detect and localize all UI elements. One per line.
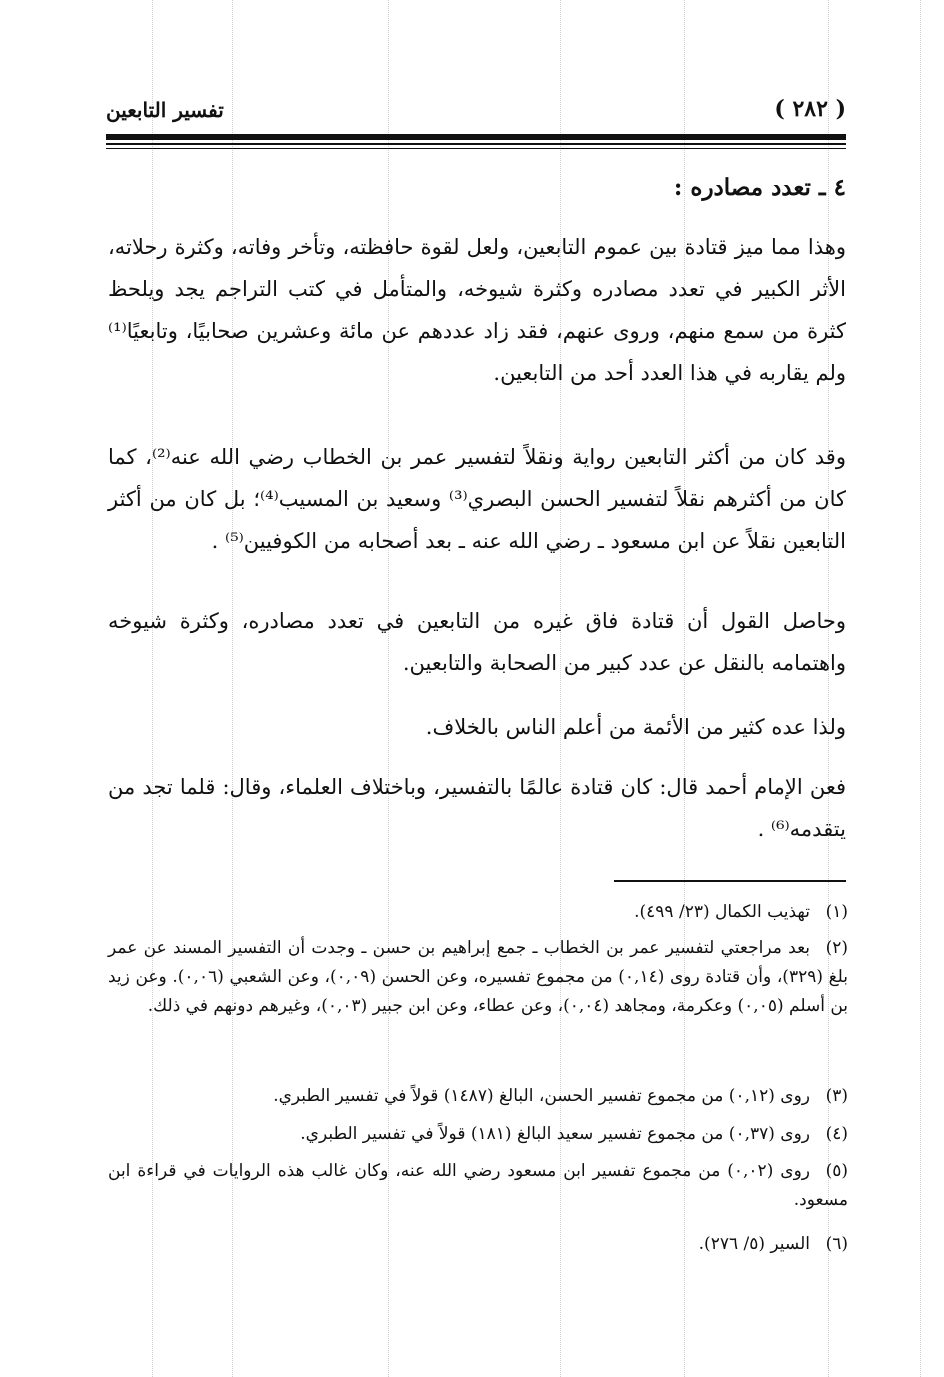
footnote-4 xyxy=(108,1120,848,1149)
footnote-1 xyxy=(108,898,848,927)
section-heading: ٤ ـ تعدد مصادره : xyxy=(673,174,846,201)
footnote-text: تهذيب الكمال (٢٣/ ٤٩٩). xyxy=(634,902,810,922)
footnote-6 xyxy=(108,1230,848,1259)
paragraph-2: وقد كان من أكثر التابعين رواية ونقلاً لتفسير عمر بن الخطاب رضي الله عنه⁽²⁾، كما كان من أكثرهم نقلاً لتفسير الحسن البصري⁽³⁾ وسعيد بن المسيب⁽⁴⁾؛ بل كان من أكثر التابعين نقلاً عن ابن مسعود ـ رضي الله عنه ـ بعد أصحابه من الكوفيين⁽⁵⁾ . xyxy=(108,445,846,553)
header-rule-thick xyxy=(106,134,846,140)
footnote-number: (٤) xyxy=(825,1124,848,1144)
paragraph-3: وحاصل القول أن قتادة فاق غيره من التابعين في تعدد مصادره، وكثرة شيوخه واهتمامه بالنقل عن عدد كبير من الصحابة والتابعين. xyxy=(108,609,846,675)
footnote-3 xyxy=(108,1082,848,1111)
page-header xyxy=(106,96,846,130)
header-rule-thin xyxy=(106,148,846,149)
footnote-text: روى (٠,٠٢) من مجموع تفسير ابن مسعود رضي الله عنه، وكان غالب هذه الروايات في قراءة ابن مسعود. xyxy=(108,1161,848,1210)
footnote-number: (٥) xyxy=(825,1161,848,1181)
footnote-text: روى (٠,١٢) من مجموع تفسير الحسن، البالغ (١٤٨٧) قولاً في تفسير الطبري. xyxy=(273,1086,810,1106)
footnote-number: (٢) xyxy=(825,938,848,958)
running-title: تفسير التابعين xyxy=(106,98,224,122)
footnote-2 xyxy=(108,934,848,1021)
footnote-number: (١) xyxy=(825,902,848,922)
page-number: ( ٢٨٢ ) xyxy=(774,96,846,122)
footnote-number: (٦) xyxy=(825,1234,848,1254)
paragraph-4: ولذا عده كثير من الأئمة من أعلم الناس بالخلاف. xyxy=(425,715,846,739)
footnote-text: روى (٠,٣٧) من مجموع تفسير سعيد البالغ (١٨١) قولاً في تفسير الطبري. xyxy=(300,1124,810,1144)
paragraph-5: فعن الإمام أحمد قال: كان قتادة عالمًا بالتفسير، وباختلاف العلماء، وقال: قلما تجد من يتقدمه⁽⁶⁾ . xyxy=(108,775,846,841)
header-rule-mid xyxy=(106,143,846,145)
footnote-text: السير (٥/ ٢٧٦). xyxy=(698,1234,810,1254)
footnote-text: بعد مراجعتي لتفسير عمر بن الخطاب ـ جمع إبراهيم بن حسن ـ وجدت أن التفسير المسند عن عمر بلغ (٣٢٩)، وأن قتادة روى (٠,١٤) من مجموع تفسيره، وعن الحسن (٠,٠٩)، وعن الشعبي (٠,٠٦). وعن زيد بن أسلم (٠,٠٥) وعكرمة، ومجاهد (٠,٠٤)، وعن عطاء، وعن ابن جبير (٠,٠٣)، وغيرهم دونهم في ذلك. xyxy=(108,938,848,1016)
footnote-number: (٣) xyxy=(825,1086,848,1106)
footnote-5 xyxy=(108,1157,848,1215)
footnote-separator xyxy=(614,880,846,882)
paragraph-1: وهذا مما ميز قتادة بين عموم التابعين، ولعل لقوة حافظته، وتأخر وفاته، وكثرة رحلاته، الأثر الكبير في تعدد مصادره وكثرة شيوخه، والمتأمل في كتب التراجم يجد ويلحظ كثرة من سمع منهم، وروى عنهم، فقد زاد عددهم عن مائة وعشرين صحابيًا، وتابعيًا⁽¹⁾ ولم يقاربه في هذا العدد أحد من التابعين. xyxy=(108,235,846,385)
